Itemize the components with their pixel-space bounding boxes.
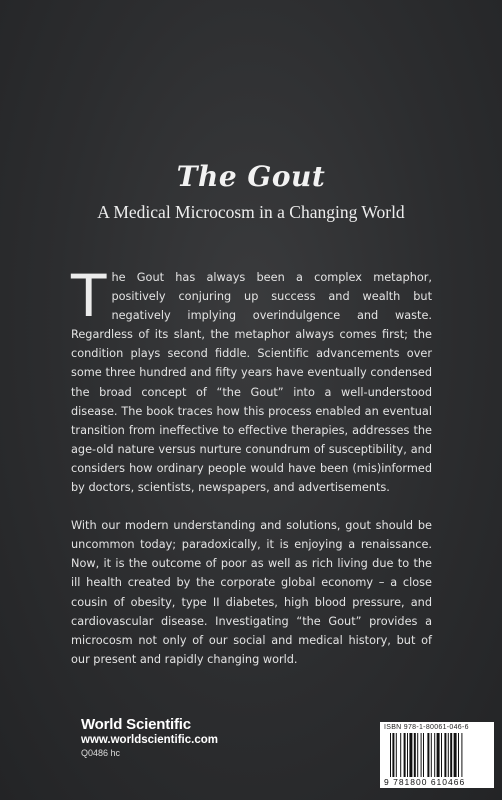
blurb-paragraph-2: With our modern understanding and solutions, gout should be uncommon today; paradoxically, it is enjoying a renaissance. Now, it is the outcome of poor as well as rich living due to the ill health created by the corporate global economy – a close cousin of obesity, type II diabetes, high blood pressure, and cardiovascular disease. Investigating “the Gout” provides a microcosm not only of our social and medical history, but of our present and rapidly changing world. xyxy=(71,519,432,666)
drop-cap: T xyxy=(71,262,107,330)
publisher-name: World Scientific xyxy=(81,716,191,733)
publisher-url: www.worldscientific.com xyxy=(81,734,218,746)
barcode-digits: 9 781800 610466 xyxy=(384,777,466,787)
product-code: Q0486 hc xyxy=(81,748,121,758)
blurb-paragraph-1-text: he Gout has always been a complex metaphor, positively conjuring up success and wealth but negatively implying overindulgence and waste. Regardless of its slant, the metaphor always comes first; the condition plays second fiddle. Scientific advancements over some three hundred and fifty years have eventually condensed the broad concept of “the Gout” into a well-understood disease. The book traces how this process enabled an eventual transition from ineffective to effective therapies, addresses the age-old nature versus nurture conundrum of susceptibility, and considers how ordinary people would have been (mis)informed by doctors, scientists, newspapers, and advertisements. xyxy=(71,271,432,495)
isbn-label: ISBN 978-1-80061-046-6 xyxy=(384,724,469,731)
publisher-block xyxy=(81,716,218,760)
book-subtitle: A Medical Microcosm in a Changing World xyxy=(97,202,405,222)
isbn-barcode xyxy=(380,722,494,788)
barcode-icon xyxy=(390,733,488,777)
book-title: The Gout xyxy=(176,160,326,193)
blurb xyxy=(71,262,432,669)
blurb-paragraph-1 xyxy=(71,262,432,497)
